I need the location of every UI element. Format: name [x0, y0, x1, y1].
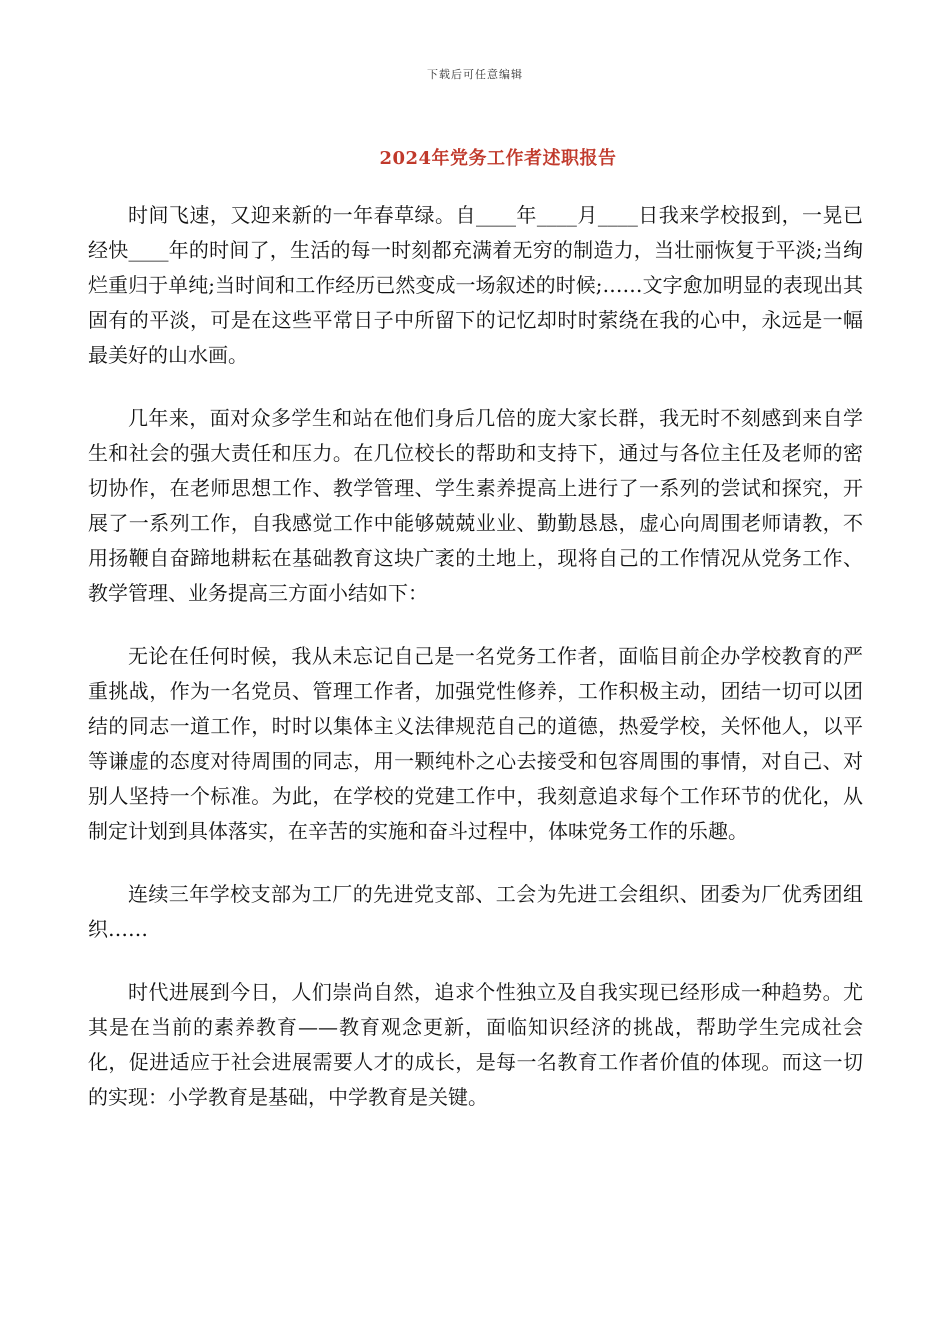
header-note: 下载后可任意编辑 [427, 68, 523, 81]
paragraph: 连续三年学校支部为工厂的先进党支部、工会为先进工会组织、团委为厂优秀团组织…… [88, 882, 863, 941]
paragraph: 时间飞速，又迎来新的一年春草绿。自____年____月____日我来学校报到，一晃已经快____年的时间了，生活的每一时刻都充满着无穷的制造力，当壮丽恢复于平淡;当绚烂重归于单纯;当时间和工作经历已然变成一场叙述的时候;……文字愈加明显的表现出其固有的平淡，可是在这些平常日子中所留下的记忆却时时萦绕在我的心中，永远是一幅最美好的山水画。 [88, 203, 863, 367]
document-body [88, 198, 863, 1143]
paragraph: 无论在任何时候，我从未忘记自己是一名党务工作者，面临目前企办学校教育的严重挑战，作为一名党员、管理工作者，加强党性修养，工作积极主动，团结一切可以团结的同志一道工作，时时以集体主义法律规范自己的道德，热爱学校，关怀他人，以平等谦虚的态度对待周围的同志，用一颗纯朴之心去接受和包容周围的事情，对自己、对别人坚持一个标准。为此，在学校的党建工作中，我刻意追求每个工作环节的优化，从制定计划到具体落实，在辛苦的实施和奋斗过程中，体味党务工作的乐趣。 [88, 644, 863, 843]
document-title: 2024年党务工作者述职报告 [379, 148, 617, 169]
paragraph: 几年来，面对众多学生和站在他们身后几倍的庞大家长群，我无时不刻感到来自学生和社会的强大责任和压力。在几位校长的帮助和支持下，通过与各位主任及老师的密切协作，在老师思想工作、教学管理、学生素养提高上进行了一系列的尝试和探究，开展了一系列工作，自我感觉工作中能够兢兢业业、勤勤恳恳，虚心向周围老师请教，不用扬鞭自奋蹄地耕耘在基础教育这块广袤的土地上，现将自己的工作情况从党务工作、教学管理、业务提高三方面小结如下： [88, 406, 863, 605]
paragraph: 时代进展到今日，人们崇尚自然，追求个性独立及自我实现已经形成一种趋势。尤其是在当前的素养教育——教育观念更新，面临知识经济的挑战，帮助学生完成社会化，促进适应于社会进展需要人才的成长，是每一名教育工作者价值的体现。而这一切的实现：小学教育是基础，中学教育是关键。 [88, 980, 863, 1109]
